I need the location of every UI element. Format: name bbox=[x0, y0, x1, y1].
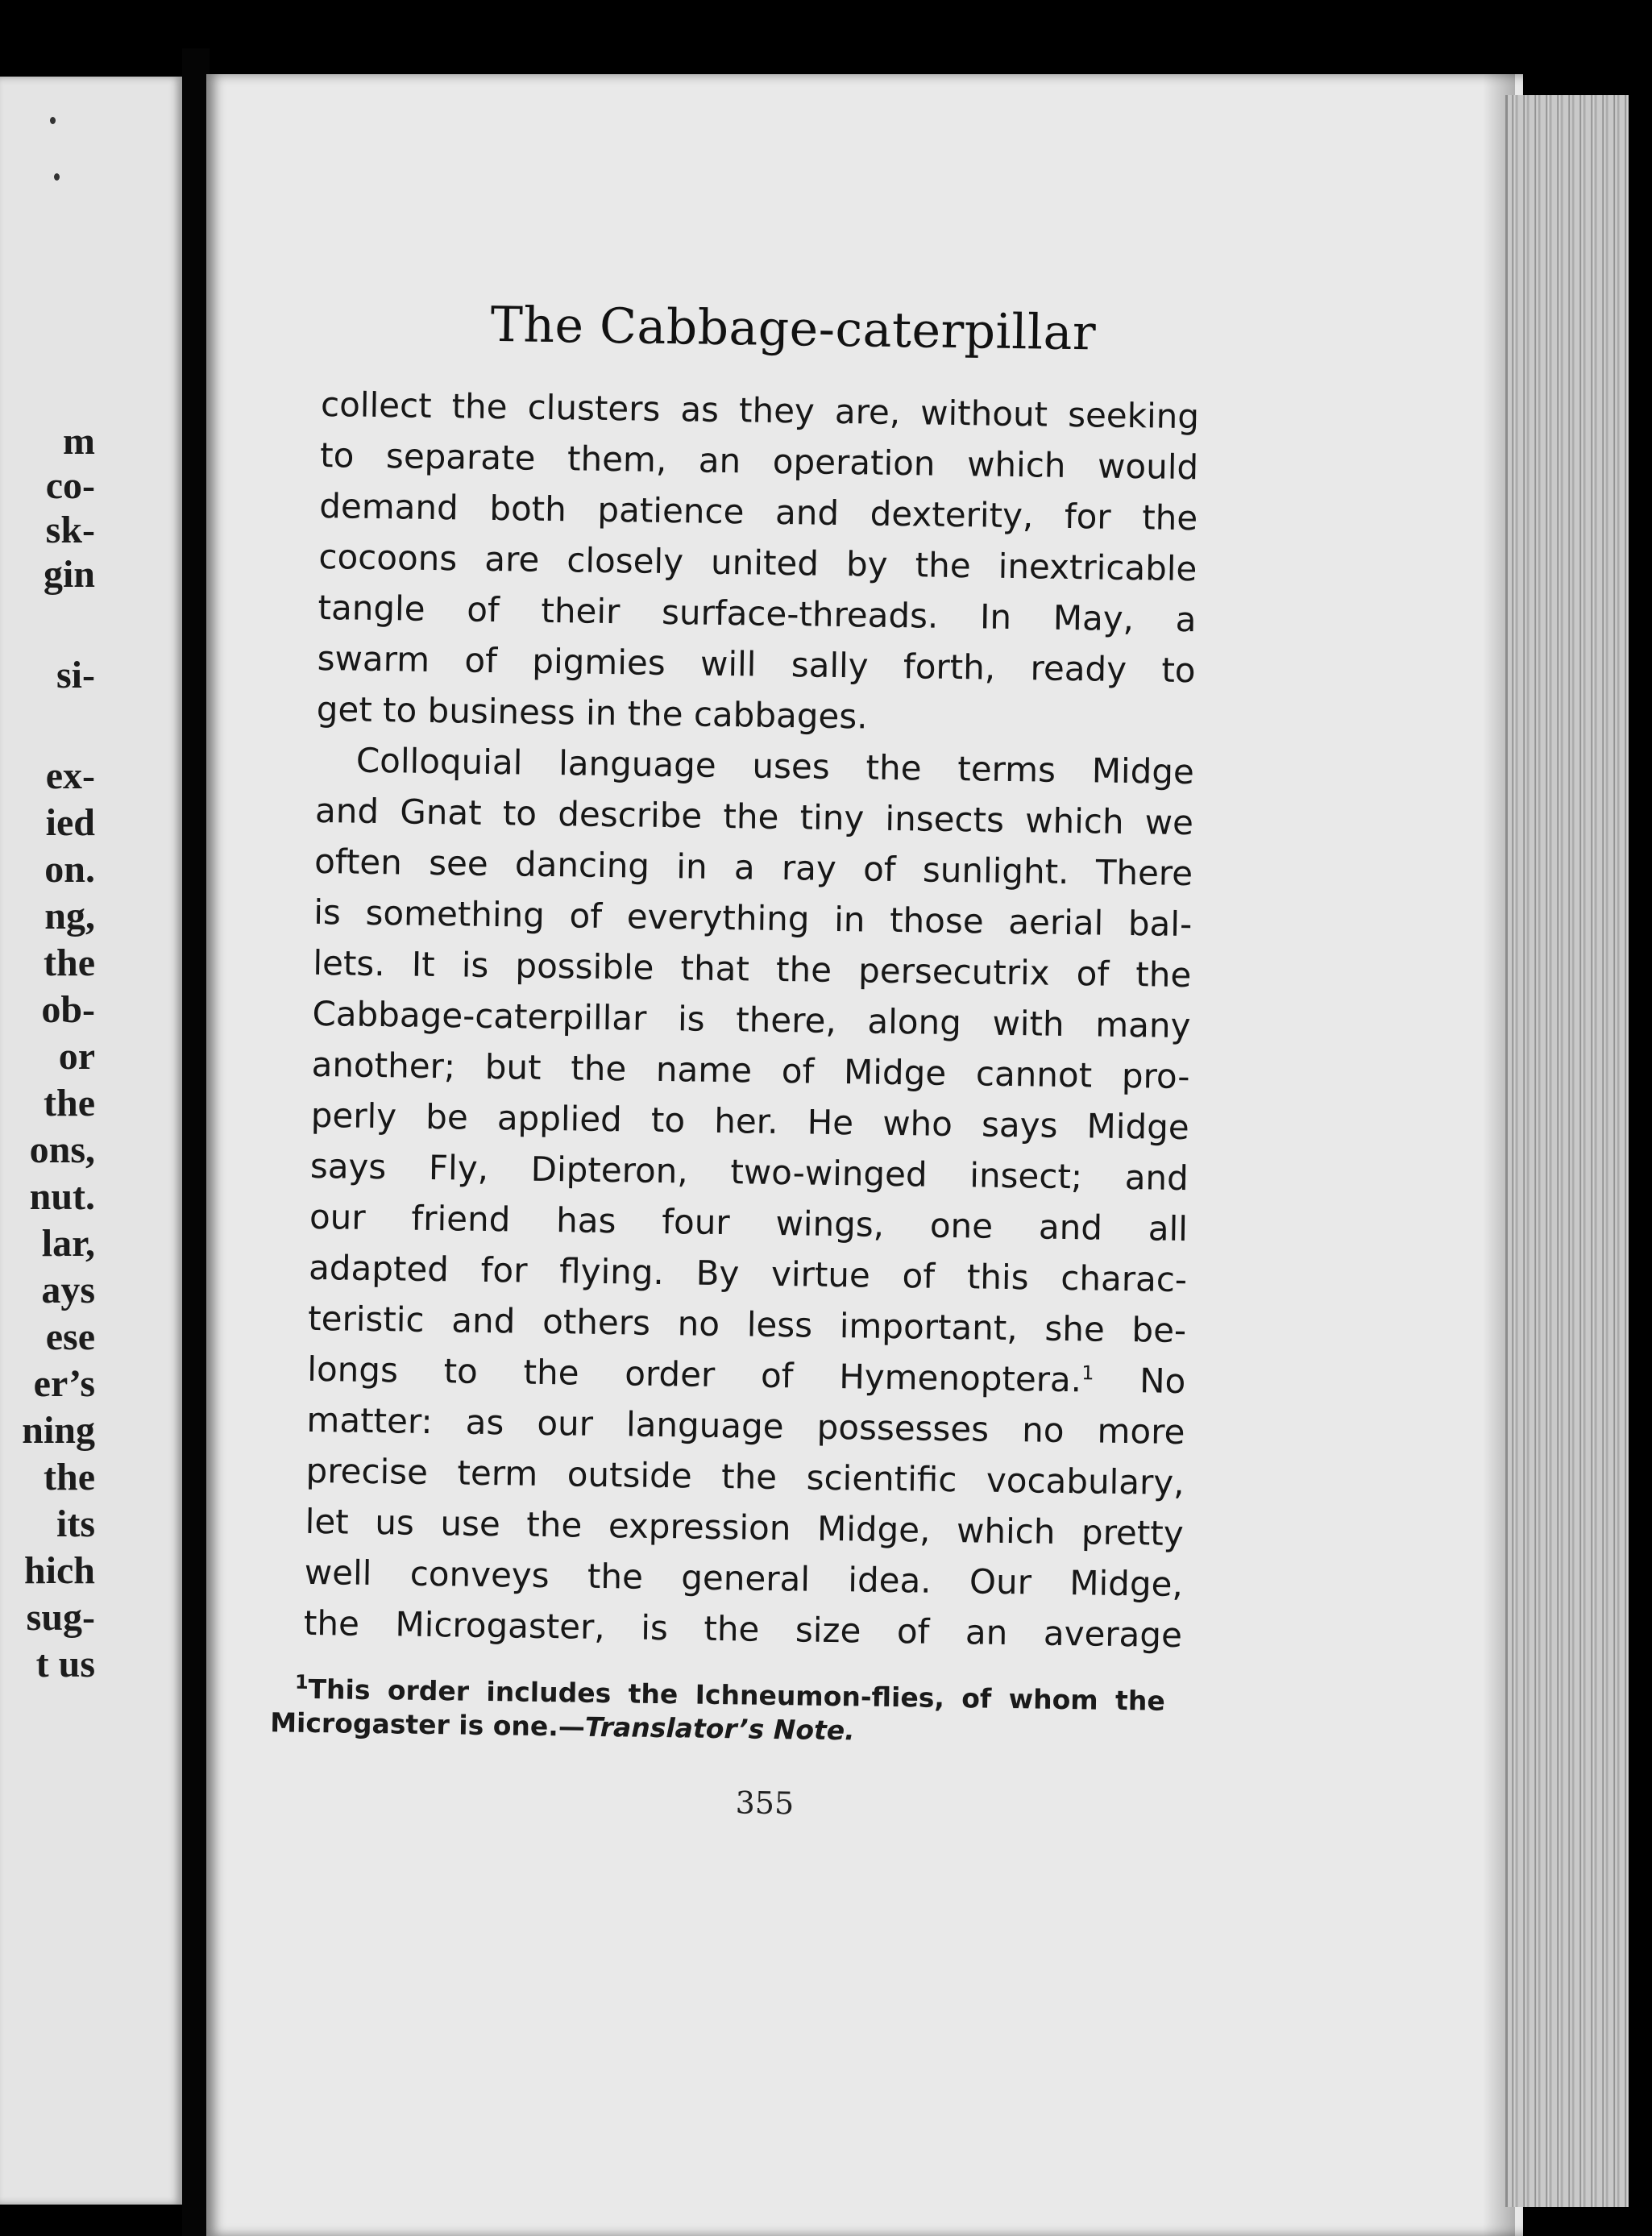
text-line: to separate them, an operation which would bbox=[319, 434, 1199, 488]
line-fragment: ng, bbox=[44, 895, 95, 937]
line-fragment: or bbox=[58, 1035, 95, 1078]
text-line: often see dancing in a ray of sunlight. There bbox=[313, 841, 1193, 894]
line-fragment: gin bbox=[43, 553, 95, 596]
line-fragment: ese bbox=[45, 1315, 95, 1358]
line-fragment: the bbox=[44, 941, 95, 984]
footnote-text: This order includes the Ichneumon-flies, of whom the bbox=[308, 1673, 1166, 1717]
line-fragment: ons, bbox=[29, 1128, 95, 1171]
line-fragment: t us bbox=[35, 1643, 95, 1685]
text-line: tangle of their surface-threads. In May, a bbox=[318, 587, 1197, 640]
speck bbox=[50, 117, 56, 124]
text-line: says Fly, Dipteron, two-winged insect; and bbox=[309, 1145, 1189, 1199]
line-fragment: ays bbox=[41, 1269, 95, 1311]
footnote-marker: 1 bbox=[294, 1670, 309, 1694]
text-line: get to business in the cabbages. bbox=[316, 688, 868, 737]
text-line: well conveys the general idea. Our Midge, bbox=[304, 1552, 1184, 1605]
line-fragment: ning bbox=[22, 1409, 95, 1452]
line-fragment: its bbox=[56, 1502, 95, 1545]
translator-note: Translator’s Note. bbox=[584, 1710, 856, 1747]
footnote bbox=[270, 1672, 1181, 1752]
text-line: matter: as our language possesses no more bbox=[306, 1399, 1185, 1453]
line-fragment: ob- bbox=[41, 988, 95, 1031]
text-line: collect the clusters as they are, without seeking bbox=[320, 384, 1200, 437]
book-gutter bbox=[182, 48, 210, 2236]
previous-page bbox=[0, 77, 182, 2205]
line-fragment: ied bbox=[45, 801, 95, 844]
page-edges bbox=[1505, 95, 1629, 2207]
text-line: and Gnat to describe the tiny insects which we bbox=[314, 790, 1194, 843]
text-line: is something of everything in those aerial bal- bbox=[313, 891, 1193, 945]
line-tail: No bbox=[1139, 1361, 1186, 1402]
line-fragment: co- bbox=[45, 464, 95, 507]
line-fragment: hich bbox=[23, 1549, 95, 1592]
text-line: Colloquial language uses the terms Midge bbox=[355, 740, 1195, 792]
line-fragment: sk- bbox=[45, 509, 95, 551]
text-line: swarm of pigmies will sally forth, ready to bbox=[317, 638, 1196, 691]
text-line: let us use the expression Midge, which pretty bbox=[305, 1501, 1184, 1554]
text-line: perly be applied to her. He who says Midge bbox=[310, 1095, 1190, 1148]
line-text: longs to the order of Hymenoptera. bbox=[307, 1349, 1082, 1400]
text-line: lets. It is possible that the persecutrix of the bbox=[313, 942, 1192, 995]
page-number: 355 bbox=[735, 1785, 795, 1822]
text-line: teristic and others no less important, she be- bbox=[307, 1298, 1187, 1351]
line-fragment: nut. bbox=[29, 1175, 95, 1218]
text-line: Cabbage-caterpillar is there, along with many bbox=[312, 993, 1191, 1046]
speck bbox=[54, 173, 60, 181]
text-line: our friend has four wings, one and all bbox=[309, 1196, 1189, 1249]
text-line: the Microgaster, is the size of an average bbox=[303, 1602, 1183, 1656]
footnote-ref: 1 bbox=[1081, 1361, 1094, 1385]
text-line: precise term outside the scientific vocabulary, bbox=[305, 1450, 1185, 1503]
line-fragment: si- bbox=[56, 654, 95, 696]
footnote-text: Microgaster is one.— bbox=[269, 1706, 586, 1743]
text-line: demand both patience and dexterity, for the bbox=[318, 485, 1198, 538]
line-fragment: the bbox=[44, 1456, 95, 1498]
line-fragment: sug- bbox=[26, 1596, 95, 1639]
line-fragment: lar, bbox=[41, 1222, 95, 1265]
running-head: The Cabbage-caterpillar bbox=[490, 296, 1097, 362]
text-line: adapted for flying. By virtue of this charac- bbox=[308, 1247, 1188, 1300]
line-fragment: the bbox=[44, 1082, 95, 1124]
text-line: another; but the name of Midge cannot pro- bbox=[311, 1044, 1190, 1097]
line-fragment: ex- bbox=[45, 754, 95, 797]
line-fragment: er’s bbox=[33, 1362, 95, 1405]
text-line: cocoons are closely united by the inextricable bbox=[318, 536, 1197, 589]
line-fragment: m bbox=[63, 420, 95, 463]
body-text bbox=[304, 379, 1200, 1660]
page-content bbox=[269, 294, 1201, 1827]
line-fragment: on. bbox=[44, 848, 95, 891]
